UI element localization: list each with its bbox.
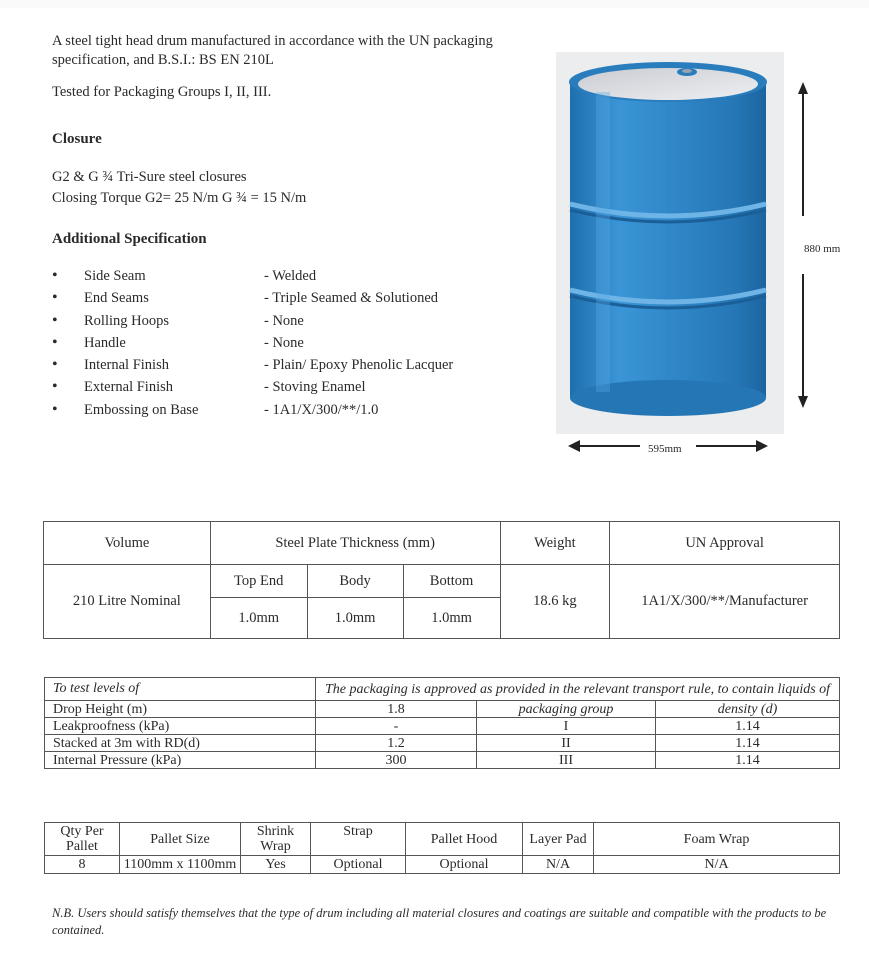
spec-item-external-finish xyxy=(52,376,453,398)
test-levels-table xyxy=(44,677,840,769)
spec-item-embossing xyxy=(52,399,453,421)
disclaimer-note: N.B. Users should satisfy themselves that the type of drum including all material closures and coatings are suitable and compatible with the products to be contained. xyxy=(52,906,827,937)
spec-label: End Seams xyxy=(84,290,149,307)
spec-value: - Triple Seamed & Solutioned xyxy=(264,290,438,307)
table-row xyxy=(45,718,840,735)
spec-item-internal-finish xyxy=(52,354,453,376)
tested-groups-text: Tested for Packaging Groups I, II, III. xyxy=(52,84,272,100)
bullet-icon: • xyxy=(52,400,58,418)
header-pallet-size: Pallet Size xyxy=(120,823,241,856)
bullet-icon: • xyxy=(52,356,58,374)
spec-label: Rolling Hoops xyxy=(84,312,169,329)
drum-spec-table xyxy=(43,521,840,639)
density-value: 1.14 xyxy=(656,752,840,769)
drum-image xyxy=(556,52,784,434)
pallet-table xyxy=(44,822,840,874)
page-top-edge xyxy=(0,0,869,8)
test-level: - xyxy=(316,718,477,735)
intro-section xyxy=(52,32,522,115)
table-row xyxy=(45,856,840,874)
subheader-body: Body xyxy=(307,565,403,598)
density-header: density (d) xyxy=(656,701,840,718)
test-level: 1.2 xyxy=(316,735,477,752)
group-header: packaging group xyxy=(477,701,656,718)
thickness-bottom: 1.0mm xyxy=(403,598,500,639)
closure-heading: Closure xyxy=(52,131,102,147)
header-layer-pad: Layer Pad xyxy=(523,823,594,856)
closure-section xyxy=(52,167,306,209)
spec-value: - Plain/ Epoxy Phenolic Lacquer xyxy=(264,357,454,374)
test-level: 1.8 xyxy=(316,701,477,718)
un-approval-cell: 1A1/X/300/**/Manufacturer xyxy=(610,565,840,639)
spec-item-end-seams xyxy=(52,287,453,309)
spec-label: Internal Finish xyxy=(84,357,169,374)
table-row xyxy=(45,735,840,752)
test-name: Internal Pressure (kPa) xyxy=(45,752,316,769)
additional-spec-list xyxy=(52,265,453,421)
packaging-group: I xyxy=(477,718,656,735)
spec-item-side-seam xyxy=(52,265,453,287)
header-strap: Strap xyxy=(311,823,406,856)
table-header-row xyxy=(45,678,840,701)
spec-value: - None xyxy=(264,312,304,329)
strap: Optional xyxy=(311,856,406,874)
subheader-bottom: Bottom xyxy=(403,565,500,598)
spec-label: External Finish xyxy=(84,379,174,396)
header-volume: Volume xyxy=(44,522,211,565)
table-row xyxy=(45,701,840,718)
spec-value: - 1A1/X/300/**/1.0 xyxy=(264,401,379,418)
density-value: 1.14 xyxy=(656,718,840,735)
table-header-row xyxy=(44,522,840,565)
packaging-group: III xyxy=(477,752,656,769)
thickness-top-end: 1.0mm xyxy=(210,598,307,639)
foam-wrap: N/A xyxy=(594,856,840,874)
test-name: Stacked at 3m with RD(d) xyxy=(45,735,316,752)
bullet-icon: • xyxy=(52,311,58,329)
header-qty-per-pallet: Qty Per Pallet xyxy=(45,823,120,856)
thickness-body: 1.0mm xyxy=(307,598,403,639)
test-level: 300 xyxy=(316,752,477,769)
table-row xyxy=(45,752,840,769)
closure-type-text: G2 & G ¾ Tri-Sure steel closures xyxy=(52,169,247,185)
header-foam-wrap: Foam Wrap xyxy=(594,823,840,856)
spec-value: - Stoving Enamel xyxy=(264,379,366,396)
header-test-levels: To test levels of xyxy=(45,678,316,701)
pallet-size: 1100mm x 1100mm xyxy=(120,856,241,874)
test-name: Drop Height (m) xyxy=(45,701,316,718)
bullet-icon: • xyxy=(52,378,58,396)
header-pallet-hood: Pallet Hood xyxy=(406,823,523,856)
height-label: 880 mm xyxy=(804,243,841,255)
weight-cell: 18.6 kg xyxy=(500,565,610,639)
header-un-approval: UN Approval xyxy=(610,522,840,565)
arrow-down-icon xyxy=(798,396,808,408)
header-thickness: Steel Plate Thickness (mm) xyxy=(210,522,500,565)
arrow-right-icon xyxy=(756,440,768,452)
steel-drum-icon xyxy=(556,52,784,434)
spec-label: Handle xyxy=(84,334,126,351)
packaging-group: II xyxy=(477,735,656,752)
header-shrink-wrap: Shrink Wrap xyxy=(241,823,311,856)
pallet-hood: Optional xyxy=(406,856,523,874)
test-name: Leakproofness (kPa) xyxy=(45,718,316,735)
bullet-icon: • xyxy=(52,333,58,351)
density-value: 1.14 xyxy=(656,735,840,752)
spec-item-rolling-hoops xyxy=(52,310,453,332)
subheader-top-end: Top End xyxy=(210,565,307,598)
layer-pad: N/A xyxy=(523,856,594,874)
spec-item-handle xyxy=(52,332,453,354)
qty-per-pallet: 8 xyxy=(45,856,120,874)
spec-label: Side Seam xyxy=(84,268,146,284)
header-weight: Weight xyxy=(500,522,610,565)
header-approval-statement: The packaging is approved as provided in the relevant transport rule, to contain liquids of xyxy=(316,678,840,701)
table-row xyxy=(44,565,840,598)
spec-label: Embossing on Base xyxy=(84,401,199,418)
intro-paragraph: A steel tight head drum manufactured in accordance with the UN packaging specification, and B.S.I.: BS EN 210L xyxy=(52,33,493,68)
additional-spec-heading: Additional Specification xyxy=(52,231,207,247)
shrink-wrap: Yes xyxy=(241,856,311,874)
spec-value: - Welded xyxy=(264,268,317,284)
bullet-icon: • xyxy=(52,289,58,307)
closing-torque-text: Closing Torque G2= 25 N/m G ¾ = 15 N/m xyxy=(52,190,307,206)
bullet-icon: • xyxy=(52,267,58,284)
spec-value: - None xyxy=(264,334,304,351)
volume-cell: 210 Litre Nominal xyxy=(44,565,211,639)
table-header-row xyxy=(45,823,840,856)
width-label: 595mm xyxy=(648,443,682,455)
